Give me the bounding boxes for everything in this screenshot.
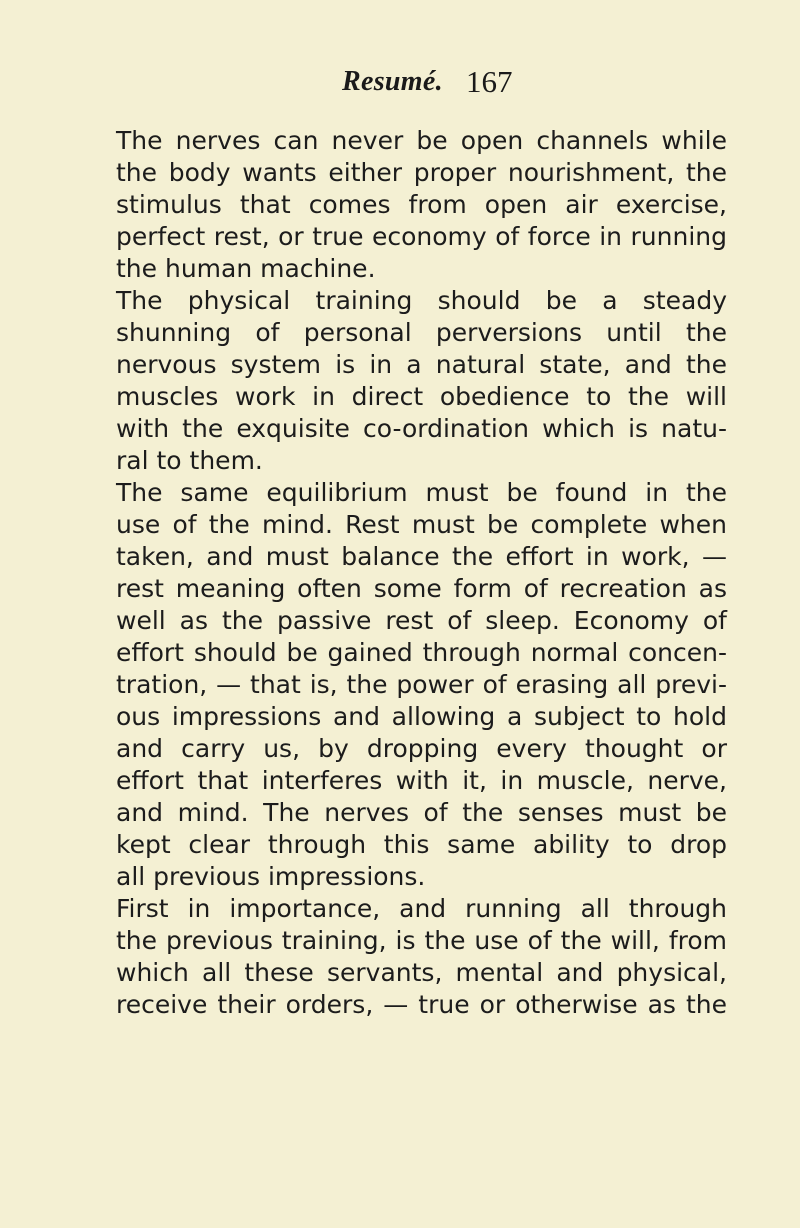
text-line: effort should be gained through normal concen- <box>116 638 727 667</box>
text-line: The physical training should be a steady <box>116 286 727 315</box>
running-title: Resumé. <box>342 66 443 97</box>
text-line: stimulus that comes from open air exercise, <box>116 190 727 219</box>
text-line: The same equilibrium must be found in the <box>116 478 727 507</box>
text-line: perfect rest, or true economy of force in running <box>116 222 727 251</box>
text-line: tration, — that is, the power of erasing all previ- <box>116 670 727 699</box>
text-line: well as the passive rest of sleep. Economy of <box>116 606 727 635</box>
text-line: shunning of personal perversions until the <box>116 318 727 347</box>
text-line: ous impressions and allowing a subject to hold <box>116 702 727 731</box>
text-line: rest meaning often some form of recreation as <box>116 574 727 603</box>
text-line: with the exquisite co-ordination which is natu- <box>116 414 727 443</box>
text-line: the human machine. <box>116 254 376 283</box>
text-line: the previous training, is the use of the will, from <box>116 926 727 955</box>
text-line: receive their orders, — true or otherwise as the <box>116 990 727 1019</box>
text-line: muscles work in direct obedience to the will <box>116 382 727 411</box>
text-line: effort that interferes with it, in muscle, nerve, <box>116 766 727 795</box>
text-line: First in importance, and running all through <box>116 894 727 923</box>
text-line: which all these servants, mental and physical, <box>116 958 727 987</box>
page-number: 167 <box>466 64 513 99</box>
text-line: and mind. The nerves of the senses must be <box>116 798 727 827</box>
text-line: all previous impressions. <box>116 862 426 891</box>
body-text <box>116 125 727 1021</box>
text-line: ral to them. <box>116 446 263 475</box>
text-line: The nerves can never be open channels while <box>116 126 727 155</box>
text-line: and carry us, by dropping every thought or <box>116 734 727 763</box>
text-line: kept clear through this same ability to drop <box>116 830 727 859</box>
text-line: taken, and must balance the effort in work, — <box>116 542 727 571</box>
text-line: the body wants either proper nourishment, the <box>116 158 727 187</box>
text-line: nervous system is in a natural state, and the <box>116 350 727 379</box>
text-line: use of the mind. Rest must be complete when <box>116 510 727 539</box>
